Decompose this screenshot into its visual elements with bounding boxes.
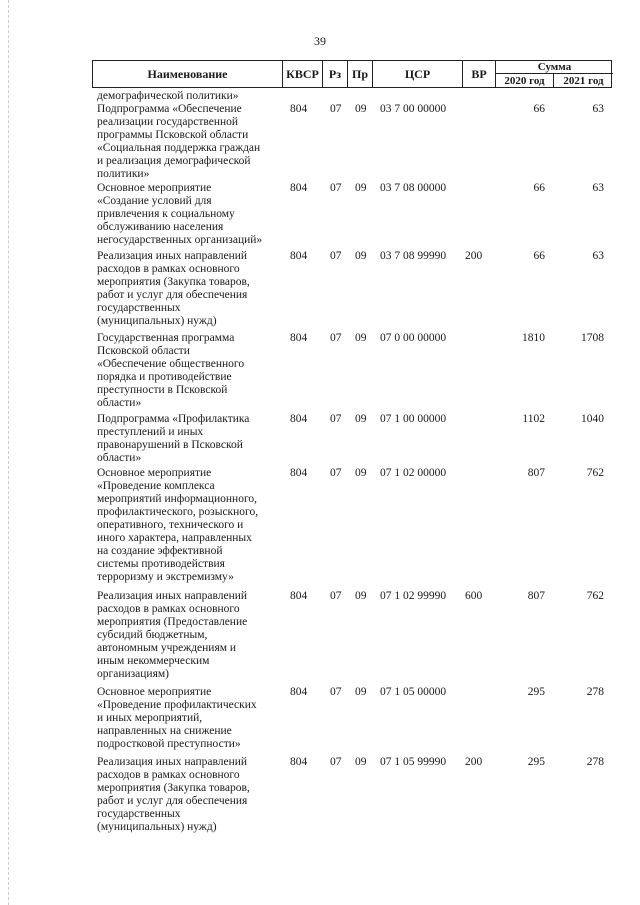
row-rz: 07 — [330, 590, 342, 602]
row-csr: 03 7 00 00000 — [380, 103, 447, 115]
row-kvsr: 804 — [290, 686, 308, 698]
header-sum: Сумма — [496, 61, 613, 74]
row-kvsr: 804 — [290, 332, 308, 344]
row-rz: 07 — [330, 686, 342, 698]
row-sum-2021: 63 — [592, 250, 604, 262]
header-kvsr: КВСР — [283, 61, 323, 87]
row-sum-2020: 807 — [527, 467, 545, 479]
row-sum-2020: 1102 — [522, 413, 545, 425]
row-csr: 03 7 08 99990 — [380, 250, 447, 262]
row-sum-2021: 762 — [586, 467, 604, 479]
row-pr: 09 — [355, 467, 367, 479]
table-header — [92, 60, 612, 88]
row-sum-2020: 295 — [527, 686, 545, 698]
row-kvsr: 804 — [290, 182, 308, 194]
row-kvsr: 804 — [290, 756, 308, 768]
row-rz: 07 — [330, 756, 342, 768]
row-vr: 200 — [465, 250, 483, 262]
row-name: Подпрограмма «Профилактика преступлений и иных правонарушений в Псковской области» — [97, 413, 250, 464]
row-kvsr: 804 — [290, 250, 308, 262]
row-pr: 09 — [355, 756, 367, 768]
row-name: Реализация иных направлений расходов в рамках основного мероприятия (Предоставление субсидий бюджетным, автономным учреждениям и иным некоммерческим организациям) — [97, 590, 248, 680]
row-sum-2021: 278 — [586, 756, 604, 768]
header-vr: ВР — [463, 61, 496, 87]
row-pr: 09 — [355, 686, 367, 698]
row-name: Основное мероприятие «Создание условий для привлечения к социальному обслуживанию населения негосударственных организаций» — [97, 182, 263, 246]
row-kvsr: 804 — [290, 590, 308, 602]
row-pr: 09 — [355, 103, 367, 115]
header-year-2021: 2021 год — [563, 75, 604, 87]
row-csr: 03 7 08 00000 — [380, 182, 447, 194]
row-pr: 09 — [355, 182, 367, 194]
scan-edge — [8, 0, 9, 905]
header-year-2020: 2020 год — [496, 74, 554, 88]
row-sum-2021: 63 — [592, 103, 604, 115]
row-sum-2020: 295 — [527, 756, 545, 768]
row-sum-2020: 807 — [527, 590, 545, 602]
row-name: Основное мероприятие «Проведение профилактических и иных мероприятий, направленных на снижение подростковой преступности» — [97, 686, 257, 750]
page-number: 39 — [314, 34, 326, 48]
row-pr: 09 — [355, 250, 367, 262]
header-pr: Пр — [348, 61, 373, 87]
row-vr: 600 — [465, 590, 483, 602]
row-rz: 07 — [330, 413, 342, 425]
row-name: Реализация иных направлений расходов в рамках основного мероприятия (Закупка товаров, работ и услуг для обеспечения государственных (муниципальных) нужд) — [97, 250, 250, 327]
row-name: Государственная программа Псковской области «Обеспечение общественного порядка и противодействие преступности в Псковской области» — [97, 332, 245, 409]
row-sum-2020: 66 — [533, 250, 545, 262]
row-rz: 07 — [330, 250, 342, 262]
row-sum-2021: 1040 — [581, 413, 604, 425]
row-kvsr: 804 — [290, 413, 308, 425]
row-sum-2021: 278 — [586, 686, 604, 698]
row-sum-2021: 63 — [592, 182, 604, 194]
header-rz: Рз — [323, 61, 348, 87]
header-sum-group — [496, 61, 613, 87]
row-rz: 07 — [330, 467, 342, 479]
row-sum-2020: 1810 — [522, 332, 545, 344]
row-csr: 07 1 02 99990 — [380, 590, 447, 602]
row-kvsr: 804 — [290, 467, 308, 479]
row-csr: 07 0 00 00000 — [380, 332, 447, 344]
header-name: Наименование — [93, 61, 283, 87]
row-csr: 07 1 00 00000 — [380, 413, 447, 425]
row-csr: 07 1 05 00000 — [380, 686, 447, 698]
row-name: демографической политики» — [97, 90, 239, 102]
row-csr: 07 1 02 00000 — [380, 467, 447, 479]
row-rz: 07 — [330, 103, 342, 115]
row-sum-2020: 66 — [533, 103, 545, 115]
row-sum-2021: 1708 — [581, 332, 604, 344]
row-name: Подпрограмма «Обеспечение реализации государственной программы Псковской области «Социальная поддержка граждан и реализация демографической политики» — [97, 103, 261, 180]
row-name: Реализация иных направлений расходов в рамках основного мероприятия (Закупка товаров, работ и услуг для обеспечения государственных (муниципальных) нужд) — [97, 756, 250, 833]
row-sum-2020: 66 — [533, 182, 545, 194]
row-vr: 200 — [465, 756, 483, 768]
row-sum-2021: 762 — [586, 590, 604, 602]
row-rz: 07 — [330, 182, 342, 194]
header-csr: ЦСР — [373, 61, 463, 87]
row-kvsr: 804 — [290, 103, 308, 115]
row-name: Основное мероприятие «Проведение комплекса мероприятий информационного, профилактического, розыскного, оперативного, технического и иного характера, направленных на создание эффективной системы противодействия терроризму и экстремизму» — [97, 467, 259, 583]
row-pr: 09 — [355, 590, 367, 602]
row-pr: 09 — [355, 413, 367, 425]
row-rz: 07 — [330, 332, 342, 344]
row-pr: 09 — [355, 332, 367, 344]
row-csr: 07 1 05 99990 — [380, 756, 447, 768]
